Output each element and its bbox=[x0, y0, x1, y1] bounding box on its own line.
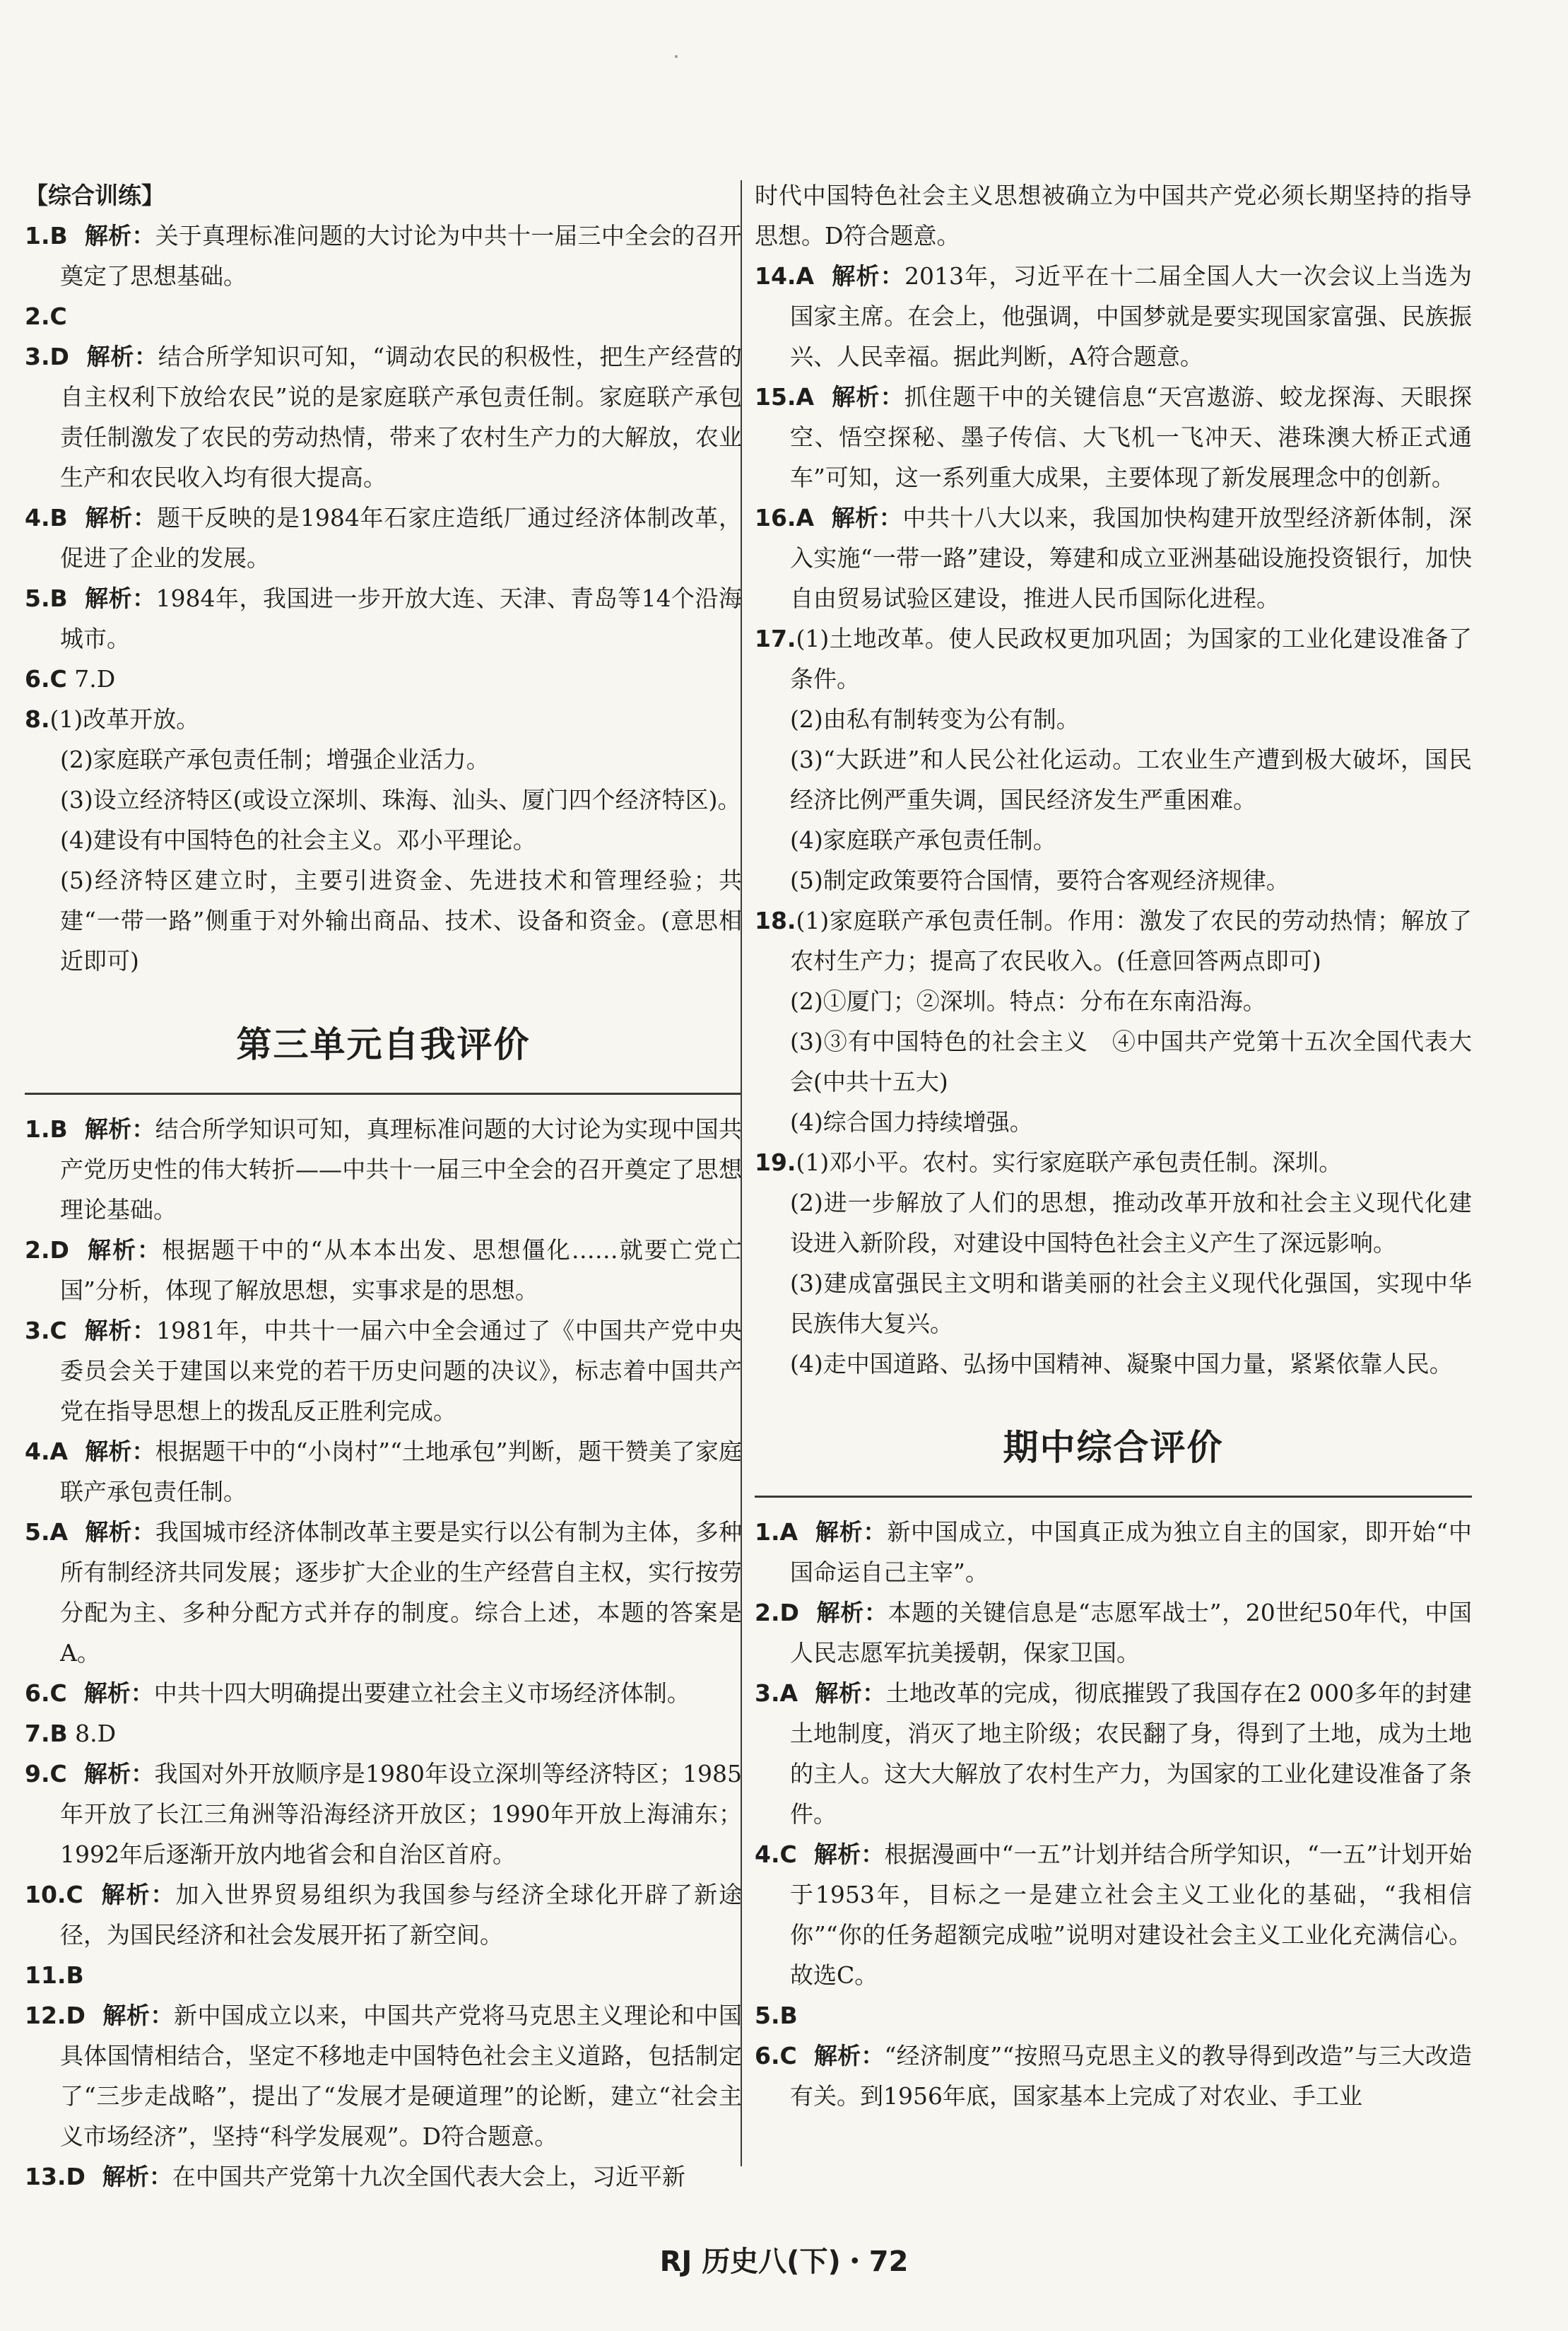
answer-number: 3.D bbox=[25, 343, 69, 370]
analysis-label: 解析： bbox=[86, 1236, 163, 1264]
answer-item bbox=[25, 2156, 742, 2197]
sub-answer: (3)设立经济特区(或设立深圳、珠海、汕头、厦门四个经济特区)。 bbox=[60, 786, 741, 814]
q18-answer: 18.(1)家庭联产承包责任制。作用：激发了农民的劳动热情；解放了农村生产力；提高了农民收入。(任意回答两点即可) bbox=[755, 907, 1472, 975]
answer-item bbox=[755, 498, 1472, 618]
answer-item bbox=[755, 1673, 1472, 1834]
answer-item bbox=[25, 578, 742, 659]
unit3-answer-list-continued bbox=[755, 256, 1472, 699]
answer-item bbox=[25, 1109, 742, 1230]
section-title-unit3: 第三单元自我评价 bbox=[236, 1024, 531, 1065]
answer-text: 结合所学知识可知，“调动农民的积极性，把生产经营的自主权利下放给农民”说的是家庭联产承包责任制。家庭联产承包责任制激发了农民的劳动热情，带来了农村生产力的大解放，农业生产和农民收入均有很大提高。 bbox=[60, 343, 742, 491]
answer-number: 14.A bbox=[755, 262, 814, 290]
answer-text: 我国城市经济体制改革主要是实行以公有制为主体，多种所有制经济共同发展；逐步扩大企业的生产经营自主权，实行按劳分配为主、多种分配方式并存的制度。综合上述，本题的答案是A。 bbox=[60, 1518, 743, 1667]
answer-number: 6.C bbox=[755, 2042, 797, 2069]
analysis-label: 解析： bbox=[83, 1317, 157, 1344]
answer-number: 3.C bbox=[25, 1317, 67, 1344]
answer-item bbox=[755, 1592, 1472, 1673]
answer-text: 关于真理标准问题的大讨论为中共十一届三中全会的召开奠定了思想基础。 bbox=[60, 222, 742, 290]
answer-number: 17. bbox=[755, 625, 796, 652]
answer-number: 5.B bbox=[755, 2002, 798, 2029]
answer-item bbox=[755, 1512, 1472, 1592]
answer-text: 在中国共产党第十九次全国代表大会上，习近平新 bbox=[172, 2163, 685, 2190]
answer-text: 根据漫画中“一五”计划并结合所学知识，“一五”计划开始于1953年，目标之一是建立社会主义工业化的基础，“我相信你”“你的任务超额完成啦”说明对建设社会主义工业化充满信心。故选C。 bbox=[790, 1840, 1473, 1989]
q19-answer: 19.(1)邓小平。农村。实行家庭联产承包责任制。深圳。 bbox=[755, 1149, 1343, 1176]
answer-number: 4.A bbox=[25, 1438, 69, 1465]
sub-answer: (2)由私有制转变为公有制。 bbox=[790, 705, 1080, 733]
answer-number: 7.B bbox=[25, 1720, 68, 1747]
section-rule bbox=[25, 1093, 742, 1095]
section-rule bbox=[755, 1496, 1472, 1498]
answer-number: 4.C bbox=[755, 1840, 797, 1868]
answer-number: 2.D bbox=[25, 1236, 69, 1264]
answer-number: 2.D bbox=[755, 1599, 799, 1626]
answer-text: 2013年，习近平在十二届全国人大一次会议上当选为国家主席。在会上，他强调，中国梦就是要实现国家富强、民族振兴、人民幸福。据此判断，A符合题意。 bbox=[790, 262, 1473, 370]
analysis-label: 解析： bbox=[85, 1438, 155, 1465]
answer-number: 1.B bbox=[25, 1115, 68, 1143]
sub-answer: (2)进一步解放了人们的思想，推动改革开放和社会主义现代化建设进入新阶段，对建设中国特色社会主义产生了深远影响。 bbox=[790, 1189, 1472, 1257]
q19-subanswers bbox=[755, 1182, 1472, 1384]
analysis-label: 解析： bbox=[831, 504, 903, 532]
answer-number: 10.C bbox=[25, 1881, 83, 1908]
answer-item bbox=[755, 377, 1472, 498]
answer-item bbox=[25, 659, 742, 699]
scan-mark bbox=[675, 55, 678, 58]
answer-item bbox=[755, 618, 1472, 699]
answer-item bbox=[25, 296, 742, 336]
sub-answer: (4)家庭联产承包责任制。 bbox=[790, 826, 1056, 854]
sub-answer: (4)走中国道路、弘扬中国精神、凝聚中国力量，紧紧依靠人民。 bbox=[790, 1350, 1453, 1378]
answer-item bbox=[25, 498, 742, 578]
sub-answer: (4)综合国力持续增强。 bbox=[790, 1108, 1033, 1136]
section-header: 【综合训练】 bbox=[25, 182, 165, 209]
answer-number: 4.B bbox=[25, 504, 68, 532]
answer-number: 8. bbox=[25, 705, 50, 733]
analysis-label: 解析： bbox=[84, 585, 156, 612]
answer-number: 1.A bbox=[755, 1518, 798, 1546]
answer-text: 加入世界贸易组织为我国参与经济全球化开辟了新途径，为国民经济和社会发展开拓了新空间。 bbox=[60, 1881, 743, 1949]
analysis-label: 解析： bbox=[83, 1760, 155, 1787]
answer-item bbox=[25, 699, 742, 739]
analysis-label: 解析： bbox=[813, 2042, 885, 2069]
answer-number: 13.D bbox=[25, 2163, 86, 2190]
answer-text: 题干反映的是1984年石家庄造纸厂通过经济体制改革，促进了企业的发展。 bbox=[60, 504, 743, 572]
q8-subanswers bbox=[25, 739, 742, 981]
left-column bbox=[25, 175, 742, 2197]
answer-number: 11.B bbox=[25, 1961, 84, 1989]
section-title-midterm: 期中综合评价 bbox=[1003, 1427, 1224, 1468]
answer-text: 抓住题干中的关键信息“天宫遨游、蛟龙探海、天眼探空、悟空探秘、墨子传信、大飞机一飞冲天、港珠澳大桥正式通车”可知，这一系列重大成果，主要体现了新发展理念中的创新。 bbox=[790, 383, 1473, 491]
analysis-label: 解析： bbox=[831, 262, 904, 290]
q17-subanswers bbox=[755, 699, 1472, 900]
sub-answer: (3)“大跃进”和人民公社化运动。工农业生产遭到极大破坏，国民经济比例严重失调，国民经济发生严重困难。 bbox=[790, 746, 1472, 814]
continued-text: 时代中国特色社会主义思想被确立为中国共产党必须长期坚持的指导思想。D符合题意。 bbox=[755, 182, 1472, 249]
answer-item bbox=[25, 1874, 742, 1955]
answer-text: “经济制度”“按照马克思主义的教导得到改造”与三大改造有关。到1956年底，国家基本上完成了对农业、手工业 bbox=[790, 2042, 1473, 2110]
analysis-label: 解析： bbox=[83, 1679, 154, 1707]
answer-item bbox=[25, 1995, 742, 2156]
page-footer: RJ 历史八(下)・72 bbox=[659, 2245, 909, 2278]
answer-item bbox=[755, 256, 1472, 377]
comprehensive-training-list bbox=[25, 216, 742, 739]
analysis-label: 解析： bbox=[815, 1679, 886, 1707]
unit3-answer-list bbox=[25, 1109, 742, 2197]
answer-item bbox=[755, 2036, 1472, 2116]
analysis-label: 解析： bbox=[84, 222, 155, 249]
sub-answer: (4)建设有中国特色的社会主义。邓小平理论。 bbox=[60, 826, 536, 854]
answer-text: (1)改革开放。 bbox=[49, 705, 200, 733]
answer-text: 新中国成立，中国真正成为独立自主的国家，即开始“中国命运自己主宰”。 bbox=[790, 1518, 1472, 1586]
analysis-label: 解析： bbox=[86, 343, 158, 370]
answer-number: 16.A bbox=[755, 504, 814, 532]
answer-item bbox=[25, 1431, 742, 1512]
answer-text: 中共十四大明确提出要建立社会主义市场经济体制。 bbox=[153, 1679, 690, 1707]
answer-text: 结合所学知识可知，真理标准问题的大讨论为实现中国共产党历史性的伟大转折——中共十一届三中全会的召开奠定了思想理论基础。 bbox=[60, 1115, 742, 1223]
answer-text: 根据题干中的“从本本出发、思想僵化……就要亡党亡国”分析，体现了解放思想，实事求是的思想。 bbox=[60, 1236, 743, 1304]
answer-item bbox=[25, 1713, 742, 1754]
answer-number: 1.B bbox=[25, 222, 68, 249]
analysis-label: 解析： bbox=[813, 1840, 885, 1868]
analysis-label: 解析： bbox=[84, 504, 157, 532]
answer-number: 12.D bbox=[25, 2002, 86, 2029]
answer-number: 5.B bbox=[25, 585, 68, 612]
sub-answer: (5)制定政策要符合国情，要符合客观经济规律。 bbox=[790, 867, 1290, 894]
answer-item bbox=[755, 1995, 1472, 2036]
answer-number: 9.C bbox=[25, 1760, 67, 1787]
sub-answer: (3)③有中国特色的社会主义 ④中国共产党第十五次全国代表大会(中共十五大) bbox=[790, 1028, 1472, 1096]
answer-item bbox=[25, 1512, 742, 1673]
sub-answer: (2)家庭联产承包责任制；增强企业活力。 bbox=[60, 746, 490, 773]
analysis-label: 解析： bbox=[102, 2002, 174, 2029]
answer-item bbox=[25, 1673, 742, 1713]
answer-text: 土地改革的完成，彻底摧毁了我国存在2 000多年的封建土地制度，消灭了地主阶级；农民翻了身，得到了土地，成为土地的主人。这大大解放了农村生产力，为国家的工业化建设准备了条件。 bbox=[790, 1679, 1472, 1828]
answer-text: 1981年，中共十一届六中全会通过了《中国共产党中央委员会关于建国以来党的若干历史问题的决议》，标志着中国共产党在指导思想上的拨乱反正胜利完成。 bbox=[60, 1317, 743, 1425]
answer-text: 1984年，我国进一步开放大连、天津、青岛等14个沿海城市。 bbox=[60, 585, 742, 652]
right-column bbox=[755, 175, 1472, 2116]
sub-answer: (3)建成富强民主文明和谐美丽的社会主义现代化强国，实现中华民族伟大复兴。 bbox=[790, 1269, 1472, 1337]
answer-text: 我国对外开放顺序是1980年设立深圳等经济特区；1985年开放了长江三角洲等沿海经济开放区；1990年开放上海浦东；1992年后逐渐开放内地省会和自治区首府。 bbox=[60, 1760, 742, 1868]
answer-item bbox=[25, 1754, 742, 1874]
analysis-label: 解析： bbox=[815, 1599, 888, 1626]
answer-number: 2.C bbox=[25, 303, 67, 330]
answer-text: 新中国成立以来，中国共产党将马克思主义理论和中国具体国情相结合，坚定不移地走中国特色社会主义道路，包括制定了“三步走战略”，提出了“发展才是硬道理”的论断，建立“社会主义市场经济”，坚持“科学发展观”。D符合题意。 bbox=[60, 2002, 743, 2150]
answer-text: 8.D bbox=[67, 1720, 117, 1747]
answer-item bbox=[25, 1310, 742, 1431]
answer-number: 5.A bbox=[25, 1518, 69, 1546]
answer-number: 6.C bbox=[25, 1679, 67, 1707]
midterm-answer-list bbox=[755, 1512, 1472, 2116]
sub-answer: (5)经济特区建立时，主要引进资金、先进技术和管理经验；共建“一带一路”侧重于对外输出商品、技术、设备和资金。(意思相近即可) bbox=[60, 867, 742, 975]
sub-answer: (2)①厦门；②深圳。特点：分布在东南沿海。 bbox=[790, 987, 1266, 1015]
answer-text: 根据题干中的“小岗村”“土地承包”判断，题干赞美了家庭联产承包责任制。 bbox=[60, 1438, 743, 1505]
answer-item bbox=[25, 336, 742, 498]
answer-text: 中共十八大以来，我国加快构建开放型经济新体制，深入实施“一带一路”建设，筹建和成立亚洲基础设施投资银行，加快自由贸易试验区建设，推进人民币国际化进程。 bbox=[790, 504, 1473, 612]
answer-number: 15.A bbox=[755, 383, 814, 411]
q18-subanswers bbox=[755, 981, 1472, 1142]
answer-text: 本题的关键信息是“志愿军战士”，20世纪50年代，中国人民志愿军抗美援朝，保家卫国。 bbox=[790, 1599, 1472, 1667]
answer-number: 3.A bbox=[755, 1679, 798, 1707]
analysis-label: 解析： bbox=[85, 1518, 155, 1546]
answer-item bbox=[755, 1834, 1472, 1995]
answer-item bbox=[25, 1230, 742, 1310]
answer-text: (1)土地改革。使人民政权更加巩固；为国家的工业化建设准备了条件。 bbox=[790, 625, 1472, 693]
answer-item bbox=[25, 1955, 742, 1995]
analysis-label: 解析： bbox=[102, 2163, 172, 2190]
analysis-label: 解析： bbox=[815, 1518, 888, 1546]
analysis-label: 解析： bbox=[100, 1881, 176, 1908]
analysis-label: 解析： bbox=[84, 1115, 155, 1143]
answer-text: 7.D bbox=[66, 665, 116, 693]
answer-item bbox=[25, 216, 742, 296]
analysis-label: 解析： bbox=[831, 383, 904, 411]
answer-number: 6.C bbox=[25, 665, 67, 693]
